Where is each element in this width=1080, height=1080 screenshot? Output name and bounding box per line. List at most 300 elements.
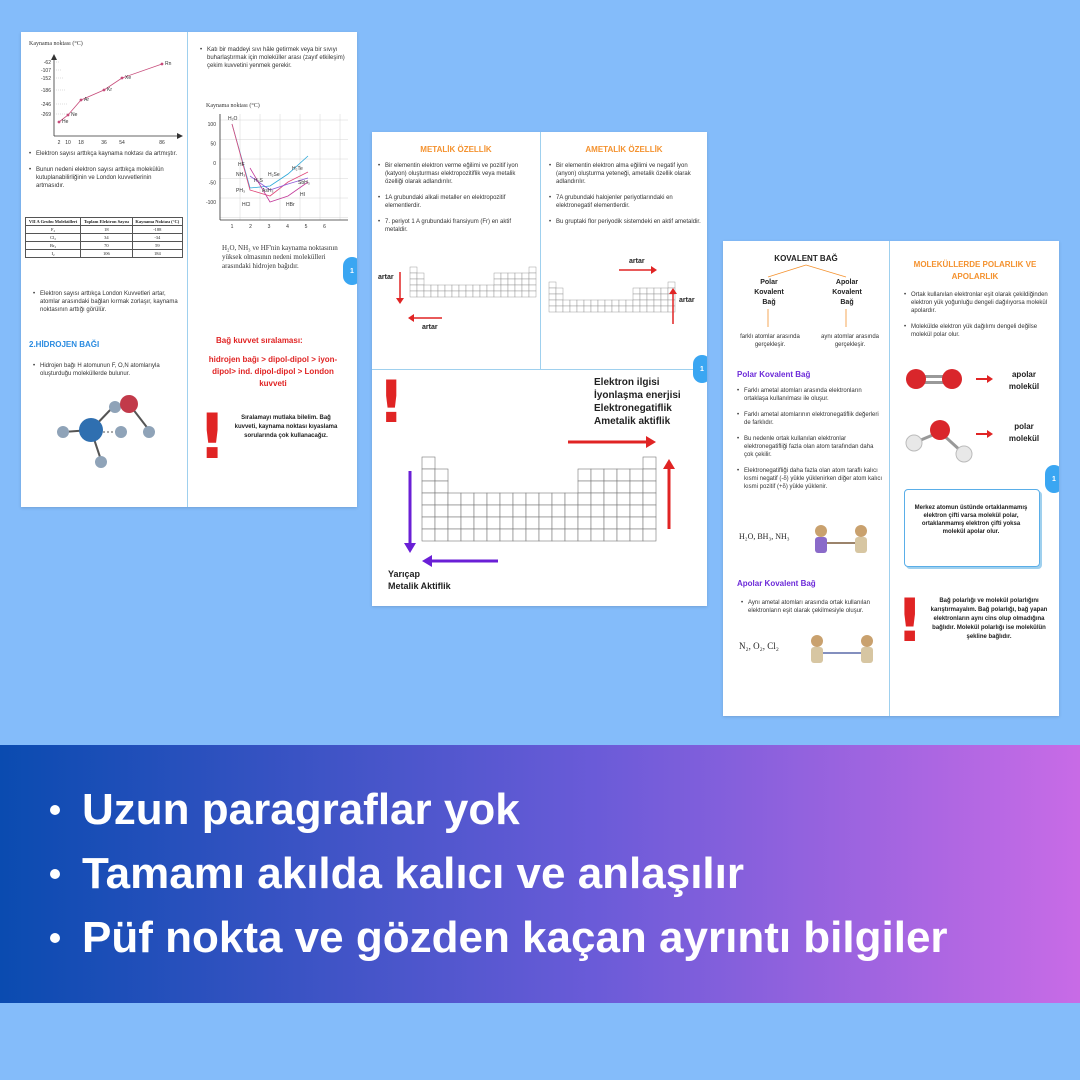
table-cell: -34 bbox=[132, 234, 182, 242]
periodic-cell bbox=[526, 493, 539, 505]
banner-item bbox=[50, 913, 948, 963]
banner-text: Tamamı akılda kalıcı ve anlaşılır bbox=[82, 849, 744, 898]
bullet: • Bir elementin elektron alma eğilimi ve negatif iyon (anyon) oluşturma yeteneği, ametalik özellik olarak adlandırılır. bbox=[549, 162, 701, 186]
periodic-cell bbox=[617, 469, 630, 481]
chart2-ytick: 100 bbox=[207, 122, 216, 128]
chart2-label: HF bbox=[238, 162, 245, 168]
page-number-badge: 1 bbox=[1045, 465, 1059, 493]
periodic-cell bbox=[431, 285, 438, 291]
chart1-ytick: -107 bbox=[40, 68, 51, 74]
chart1-xtick: 2 bbox=[57, 140, 61, 146]
periodic-cell bbox=[591, 300, 598, 306]
periodic-cell bbox=[563, 306, 570, 312]
periodic-cell bbox=[417, 285, 424, 291]
periodic-cell bbox=[459, 285, 466, 291]
periodic-cell bbox=[556, 300, 563, 306]
periodic-cell bbox=[552, 529, 565, 541]
chart2-ytick: 50 bbox=[210, 141, 216, 148]
periodic-cell bbox=[474, 517, 487, 529]
periodic-cell bbox=[487, 517, 500, 529]
polar-molecule-icon bbox=[902, 416, 982, 466]
periodic-cell bbox=[487, 493, 500, 505]
metal-trend-mini-table bbox=[372, 262, 540, 352]
periodic-cell bbox=[410, 291, 417, 297]
periodic-cell bbox=[452, 285, 459, 291]
periodic-cell bbox=[501, 291, 508, 297]
periodic-cell bbox=[487, 505, 500, 517]
chart2-xtick: 1 bbox=[230, 224, 234, 230]
periodic-cell bbox=[630, 529, 643, 541]
table-cell: 106 bbox=[81, 250, 133, 258]
banner-item bbox=[50, 785, 520, 835]
periodic-cell bbox=[539, 493, 552, 505]
bullet: • Ortak kullanılan elektronlar eşit olarak çekildiğinden elektron yük yoğunluğu dengeli dağılıyorsa molekül apolardır. bbox=[904, 291, 1052, 315]
periodic-cell bbox=[591, 529, 604, 541]
table-cell: 184 bbox=[132, 250, 182, 258]
periodic-cell bbox=[556, 288, 563, 294]
periodic-cell bbox=[604, 469, 617, 481]
bullet: • Bir elementin elektron verme eğilimi ve pozitif iyon (katyon) oluşturması elektropozitiflik veya metalik özelliği olarak adlandırılır. bbox=[378, 162, 533, 186]
molecule-polarity-title: MOLEKÜLLERDE POLARLIK VE APOLARLIK bbox=[913, 260, 1037, 281]
periodic-cell bbox=[501, 273, 508, 279]
periodic-cell bbox=[565, 529, 578, 541]
exclamation-icon: ! bbox=[378, 368, 405, 436]
periodic-cell bbox=[630, 481, 643, 493]
periodic-cell bbox=[640, 300, 647, 306]
periodic-cell bbox=[539, 529, 552, 541]
chart2-xtick: 5 bbox=[304, 224, 308, 230]
periodic-cell bbox=[513, 493, 526, 505]
periodic-cell bbox=[619, 306, 626, 312]
banner-text: Püf nokta ve gözden kaçan ayrıntı bilgiler bbox=[82, 913, 948, 962]
periodic-cell bbox=[552, 505, 565, 517]
kovalent-title: KOVALENT BAĞ bbox=[774, 254, 838, 263]
chart2-label: HBr bbox=[286, 202, 295, 208]
periodic-cell bbox=[438, 291, 445, 297]
periodic-cell bbox=[604, 493, 617, 505]
chart1-ytick: -269 bbox=[40, 112, 51, 118]
chart2-ytick: 0 bbox=[213, 161, 216, 167]
apolar-molecule-icon bbox=[900, 364, 980, 394]
feature-banner bbox=[0, 745, 1080, 1003]
periodic-cell bbox=[435, 469, 448, 481]
warning-text: Sıralamayı mutlaka bilelim. Bağ kuvveti, kaynama noktası kıyaslama sorularında çok kullanacağız. bbox=[234, 415, 338, 439]
periodic-cell bbox=[549, 288, 556, 294]
chart2-ytick: -50 bbox=[208, 180, 216, 187]
chart2-label: H₂S bbox=[254, 178, 263, 184]
bullet: • Elektron sayısı arttıkça kaynama noktası da artmıştır. bbox=[29, 150, 179, 158]
periodic-cell bbox=[604, 505, 617, 517]
table-row bbox=[26, 226, 183, 234]
periodic-cell bbox=[578, 481, 591, 493]
periodic-cell bbox=[474, 493, 487, 505]
periodic-cell bbox=[661, 288, 668, 294]
periodic-cell bbox=[500, 529, 513, 541]
polar-title: Polar Kovalent Bağ bbox=[737, 370, 811, 379]
arrow-label: artar bbox=[378, 274, 394, 281]
hydrogen-bond-molecule-icon bbox=[33, 392, 173, 482]
periodic-cell bbox=[584, 306, 591, 312]
periodic-cell bbox=[633, 294, 640, 300]
table-row bbox=[26, 242, 183, 250]
periodic-cell bbox=[643, 469, 656, 481]
chart1-xtick: 18 bbox=[78, 140, 84, 146]
periodic-cell bbox=[604, 517, 617, 529]
periodic-cell bbox=[529, 291, 536, 297]
periodic-cell bbox=[591, 517, 604, 529]
periodic-cell bbox=[473, 285, 480, 291]
periodic-cell bbox=[466, 291, 473, 297]
periodic-cell bbox=[630, 505, 643, 517]
periodic-cell bbox=[643, 457, 656, 469]
page-card-3 bbox=[723, 241, 1059, 716]
periodic-cell bbox=[522, 285, 529, 291]
table-cell: 70 bbox=[81, 242, 133, 250]
chart2-label: SbH₃ bbox=[298, 180, 310, 186]
periodic-cell bbox=[647, 300, 654, 306]
periodic-cell bbox=[438, 285, 445, 291]
periodic-cell bbox=[461, 493, 474, 505]
periodic-cell bbox=[605, 300, 612, 306]
page-card-2 bbox=[372, 132, 707, 606]
periodic-cell bbox=[422, 481, 435, 493]
periodic-cell bbox=[647, 306, 654, 312]
table-row bbox=[26, 234, 183, 242]
trend-label: Metalik Aktiflik bbox=[388, 581, 451, 591]
page-number-badge: 1 bbox=[693, 355, 707, 383]
periodic-cell bbox=[640, 294, 647, 300]
periodic-cell bbox=[445, 285, 452, 291]
periodic-cell bbox=[526, 529, 539, 541]
chart1-point-label: Ar bbox=[84, 97, 89, 103]
periodic-cell bbox=[448, 517, 461, 529]
periodic-cell bbox=[461, 505, 474, 517]
periodic-cell bbox=[424, 291, 431, 297]
chart1-point bbox=[161, 63, 164, 66]
periodic-cell bbox=[633, 306, 640, 312]
periodic-cell bbox=[633, 288, 640, 294]
periodic-cell bbox=[500, 505, 513, 517]
periodic-cell bbox=[643, 517, 656, 529]
periodic-cell bbox=[617, 481, 630, 493]
periodic-cell bbox=[578, 505, 591, 517]
periodic-cell bbox=[668, 294, 675, 300]
chart2-label: AsH₃ bbox=[262, 188, 274, 194]
arrow-label: artar bbox=[629, 258, 645, 265]
chart1-ytick: -186 bbox=[40, 88, 51, 94]
periodic-cell bbox=[515, 291, 522, 297]
periodic-cell bbox=[529, 285, 536, 291]
chart1-point-label: Rn bbox=[165, 61, 172, 67]
trend-label: Elektron ilgisi bbox=[594, 377, 660, 388]
table-cell: -188 bbox=[132, 226, 182, 234]
section-title: 2.HİDROJEN BAĞI bbox=[29, 340, 100, 349]
chart1-xtick: 54 bbox=[119, 140, 125, 146]
chart2-label: H₂Se bbox=[268, 172, 280, 178]
bullet: • Elektronegatifliği daha fazla olan atom taraflı kalıcı kısmi negatif (-δ) yükle yüklenirken diğer atom kalıcı kısmi pozitif (+δ) yükle yüklenir. bbox=[737, 467, 883, 491]
periodic-cell bbox=[617, 505, 630, 517]
tug-of-war-icon bbox=[803, 631, 883, 671]
periodic-cell bbox=[630, 469, 643, 481]
chart2-label: H₂Te bbox=[292, 166, 303, 172]
periodic-cell bbox=[668, 300, 675, 306]
apolar-molecule-label: apolar molekül bbox=[1008, 370, 1040, 391]
chart1-ytick: -62 bbox=[43, 60, 51, 66]
bullet: • 7. periyot 1 A grubundaki fransiyum (Fr) en aktif metaldir. bbox=[378, 218, 533, 234]
periodic-cell bbox=[549, 300, 556, 306]
apolar-examples: N₂, O₂, Cl₂ bbox=[739, 641, 779, 651]
periodic-cell bbox=[473, 291, 480, 297]
polar-examples: H₂O, BH₃, NH₃ bbox=[739, 532, 790, 541]
order-text: hidrojen bağı > dipol-dipol > iyon-dipol> ind. dipol-dipol > London kuvveti bbox=[208, 355, 338, 388]
periodic-cell bbox=[522, 273, 529, 279]
trend-label: Yarıçap bbox=[388, 569, 421, 579]
chart1-ylabel: Kaynama noktası (°C) bbox=[29, 41, 83, 47]
periodic-cell bbox=[487, 529, 500, 541]
exclamation-icon: ! bbox=[896, 586, 924, 656]
chart1-xtick: 86 bbox=[159, 140, 165, 146]
banner-text: Uzun paragraflar yok bbox=[82, 785, 520, 834]
periodic-cell bbox=[578, 529, 591, 541]
chart1-point-label: Xe bbox=[125, 75, 132, 81]
periodic-cell bbox=[508, 273, 515, 279]
periodic-cell bbox=[591, 493, 604, 505]
chart2-ylabel: Kaynama noktası (°C) bbox=[206, 103, 260, 109]
periodic-cell bbox=[654, 306, 661, 312]
periodic-cell bbox=[435, 517, 448, 529]
periodic-cell bbox=[422, 493, 435, 505]
periodic-cell bbox=[508, 291, 515, 297]
arrow-icon bbox=[976, 374, 994, 384]
periodic-cell bbox=[617, 517, 630, 529]
trend-label: Ametalik aktiflik bbox=[594, 416, 671, 427]
periodic-cell bbox=[552, 493, 565, 505]
periodic-cell bbox=[612, 300, 619, 306]
periodic-cell bbox=[643, 529, 656, 541]
periodic-cell bbox=[513, 517, 526, 529]
chart2-label: HI bbox=[300, 192, 305, 198]
periodic-cell bbox=[500, 517, 513, 529]
periodic-cell bbox=[539, 517, 552, 529]
periodic-cell bbox=[480, 285, 487, 291]
periodic-cell bbox=[435, 529, 448, 541]
periodic-cell bbox=[549, 306, 556, 312]
periodic-cell bbox=[591, 505, 604, 517]
periodic-cell bbox=[643, 481, 656, 493]
apolar-kovalent-label: Apolar Kovalent Bağ bbox=[832, 279, 862, 306]
periodic-cell bbox=[417, 273, 424, 279]
chart2-xtick: 2 bbox=[249, 224, 252, 230]
page-number-badge: 1 bbox=[343, 257, 357, 285]
periodic-cell bbox=[549, 294, 556, 300]
periodic-cell bbox=[630, 517, 643, 529]
periodic-cell bbox=[539, 505, 552, 517]
warning-text: Bağ polarlığı ve molekül polarlığını karıştırmayalım. Bağ polarlığı, bağ yapan elektronların aynı cins olup olmadığına bağlıdır. Molekül polarlığı ise molekülün şekline bağlıdır. bbox=[930, 598, 1048, 640]
periodic-cell bbox=[591, 481, 604, 493]
periodic-cell bbox=[604, 481, 617, 493]
periodic-cell bbox=[619, 300, 626, 306]
periodic-cell bbox=[410, 267, 417, 273]
periodic-cell bbox=[556, 306, 563, 312]
periodic-cell bbox=[643, 493, 656, 505]
periodic-cell bbox=[461, 529, 474, 541]
periodic-cell bbox=[474, 505, 487, 517]
periodic-cell bbox=[654, 294, 661, 300]
periodic-cell bbox=[480, 291, 487, 297]
periodic-cell bbox=[515, 279, 522, 285]
periodic-cell bbox=[501, 285, 508, 291]
periodic-cell bbox=[448, 505, 461, 517]
bullet: • Bunun nedeni elektron sayısı arttıkça molekülün kutuplanabilirliğinin ve London kuvvetlerinin artmasıdır. bbox=[29, 166, 179, 190]
periodic-cell bbox=[435, 481, 448, 493]
periodic-cell bbox=[494, 273, 501, 279]
bullet: • Hidrojen bağı H atomunun F, O,N atomlarıyla oluşturduğu moleküllerde bulunur. bbox=[33, 362, 183, 378]
periodic-cell bbox=[661, 300, 668, 306]
periodic-cell bbox=[448, 493, 461, 505]
periodic-cell bbox=[515, 273, 522, 279]
periodic-cell bbox=[526, 505, 539, 517]
periodic-cell bbox=[431, 291, 438, 297]
periodic-cell bbox=[654, 300, 661, 306]
periodic-cell bbox=[494, 291, 501, 297]
periodic-cell bbox=[422, 529, 435, 541]
table-cell: 59 bbox=[132, 242, 182, 250]
periodic-cell bbox=[578, 493, 591, 505]
periodic-cell bbox=[605, 306, 612, 312]
periodic-cell bbox=[570, 300, 577, 306]
periodic-cell bbox=[494, 279, 501, 285]
periodic-cell bbox=[508, 279, 515, 285]
chart1-point bbox=[121, 77, 124, 80]
periodic-cell bbox=[630, 493, 643, 505]
tug-of-war-icon bbox=[807, 519, 877, 563]
page-card-1 bbox=[21, 32, 357, 507]
periodic-cell bbox=[448, 529, 461, 541]
periodic-cell bbox=[578, 517, 591, 529]
polar-desc: farklı atomlar arasında gerçekleşir. bbox=[740, 334, 800, 348]
table-cell: 18 bbox=[81, 226, 133, 234]
periodic-cell bbox=[513, 505, 526, 517]
chart1-point bbox=[103, 89, 106, 92]
chart1-ytick: -246 bbox=[40, 102, 51, 108]
periodic-cell bbox=[591, 306, 598, 312]
periodic-cell bbox=[565, 493, 578, 505]
periodic-cell bbox=[410, 285, 417, 291]
chart2-label: HCl bbox=[242, 202, 251, 208]
periodic-cell bbox=[578, 469, 591, 481]
chart1-point bbox=[58, 121, 61, 124]
bullet: • Farklı ametal atomlarının elektronegatiflik değerleri de farklıdır. bbox=[737, 411, 883, 427]
exclamation-icon: ! bbox=[198, 400, 227, 473]
periodic-cell bbox=[598, 306, 605, 312]
periodic-cell bbox=[522, 279, 529, 285]
periodic-cell bbox=[577, 300, 584, 306]
periodic-cell bbox=[461, 517, 474, 529]
noble-gas-chart bbox=[21, 50, 187, 160]
bullet: • 1A grubundaki alkali metaller en elektropozitif elementlerdir. bbox=[378, 194, 533, 210]
bullet: • Katı bir maddeyi sıvı hâle getirmek veya bir sıvıyı buharlaştırmak için moleküller arası (zayıf etkileşim) çekim kuvvetini yenmek gerekir. bbox=[200, 46, 350, 70]
arrow-icon bbox=[976, 429, 994, 439]
table-header: VII A Grubu Molekülleri bbox=[26, 218, 81, 226]
periodic-cell bbox=[647, 288, 654, 294]
periodic-cell bbox=[570, 306, 577, 312]
chart1-ytick: -152 bbox=[40, 76, 51, 82]
bullet: • Aynı ametal atomları arasında ortak kullanılan elektronların eşit olarak çekilmesiyle oluşur. bbox=[741, 599, 885, 615]
chart2-label: PH₃ bbox=[236, 188, 245, 194]
periodic-cell bbox=[626, 306, 633, 312]
periodic-cell bbox=[617, 529, 630, 541]
table-cell: Cl₂ bbox=[26, 234, 81, 242]
periodic-cell bbox=[604, 529, 617, 541]
periodic-cell bbox=[424, 285, 431, 291]
banner-item bbox=[50, 849, 744, 899]
chart1-point bbox=[80, 99, 83, 102]
periodic-cell bbox=[529, 279, 536, 285]
table-header: Toplam Elektron Sayısı bbox=[81, 218, 133, 226]
periodic-cell bbox=[640, 306, 647, 312]
periodic-cell bbox=[661, 294, 668, 300]
periodic-cell bbox=[445, 291, 452, 297]
table-cell: Br₂ bbox=[26, 242, 81, 250]
periodic-cell bbox=[422, 469, 435, 481]
bullet: • Bu nedenle ortak kullanılan elektronlar elektronegatifliği fazla olan atom tarafından daha çok çekilir. bbox=[737, 435, 883, 459]
periodic-cell bbox=[563, 300, 570, 306]
trend-label: İyonlaşma enerjisi bbox=[594, 390, 681, 401]
chart2-label: NH₃ bbox=[236, 172, 246, 178]
bullet: • Bu gruptaki flor periyodik sistemdeki en aktif ametaldir. bbox=[549, 218, 701, 226]
chart1-point-label: He bbox=[62, 119, 69, 125]
periodic-cell bbox=[526, 517, 539, 529]
periodic-cell bbox=[529, 273, 536, 279]
hydride-boiling-chart bbox=[188, 110, 357, 235]
periodic-cell bbox=[515, 285, 522, 291]
bullet: • Molekülde elektron yük dağılımı dengeli değilse molekül polar olur. bbox=[904, 323, 1052, 339]
periodic-cell bbox=[643, 505, 656, 517]
periodic-cell bbox=[487, 291, 494, 297]
periodic-cell bbox=[591, 469, 604, 481]
apolar-title: Apolar Kovalent Bağ bbox=[737, 579, 816, 588]
periodic-cell bbox=[612, 306, 619, 312]
periodic-cell bbox=[422, 505, 435, 517]
arrow-label: artar bbox=[422, 324, 438, 331]
periodic-cell bbox=[556, 294, 563, 300]
periodic-cell bbox=[435, 505, 448, 517]
table-row bbox=[26, 250, 183, 258]
bullet: • 7A grubundaki halojenler periyotlarındaki en elektronegatif elementlerdir. bbox=[549, 194, 701, 210]
periodic-cell bbox=[584, 300, 591, 306]
trend-label: Elektronegatiflik bbox=[594, 403, 672, 414]
chart2-xtick: 4 bbox=[286, 224, 289, 230]
periodic-cell bbox=[529, 267, 536, 273]
chart2-xtick: 3 bbox=[267, 224, 271, 230]
periodic-cell bbox=[474, 529, 487, 541]
bullet: • Elektron sayısı arttıkça London Kuvvetleri artar, atomlar arasındaki bağları kırmak zorlaşır, kaynama noktasının arttığı görülür. bbox=[33, 290, 183, 314]
periodic-cell bbox=[422, 457, 435, 469]
periodic-cell bbox=[417, 291, 424, 297]
periodic-cell bbox=[617, 493, 630, 505]
polar-molecule-label: polar molekül bbox=[1008, 422, 1040, 443]
periodic-cell bbox=[422, 517, 435, 529]
periodic-cell bbox=[487, 285, 494, 291]
periodic-cell bbox=[647, 294, 654, 300]
chart1-point-label: Kr bbox=[107, 87, 112, 93]
chart2-label: H₂O bbox=[228, 116, 238, 122]
chart1-point bbox=[67, 114, 70, 117]
periodic-cell bbox=[513, 529, 526, 541]
periodic-cell bbox=[577, 306, 584, 312]
periodic-cell bbox=[501, 279, 508, 285]
periodic-cell bbox=[459, 291, 466, 297]
